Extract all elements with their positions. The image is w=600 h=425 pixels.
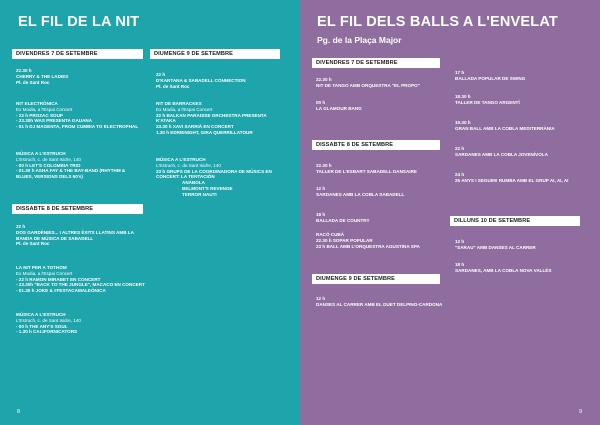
event-block [16,151,125,180]
day-heading-friday: DIVENDRES 7 DE SETEMBRE [312,58,440,68]
event-title: TALLER DE TANGO ARGENTÍ [455,99,520,105]
left-page-title: EL FIL DE LA NIT [18,14,140,30]
event-block [316,186,404,198]
event-line: - 22 h PROZAC SOUP [16,112,63,118]
right-page-title: EL FIL DELS BALLS A L'ENVELAT [317,14,558,30]
event-time: 17 h [455,70,465,75]
event-venue: Pl. de Sant Roc [156,83,190,89]
event-venue: Pl. de Sant Roc [16,241,50,247]
event-time: 18.30 h [455,94,471,99]
event-time: 22.30 h [16,68,32,73]
event-title: MÚSICA A L'ESTRUCH [16,312,66,317]
event-block [455,120,555,132]
day-heading-saturday: DISSABTE 8 DE SETEMBRE [312,140,440,150]
event-line: - 22 h RAMON MIRABET EN CONCERT [16,276,101,282]
event-time: 22 h [156,72,166,77]
event-line: 23.30 h XAVI SARRIÀ EN CONCERT [156,124,234,130]
event-title: SARDANES AMB LA COBLA JOVENÍVOLA [455,151,548,157]
event-block [316,232,420,249]
day-heading-saturday: DISSABTE 8 DE SETEMBRE [12,204,143,214]
event-time: 12 h [316,296,326,301]
event-line: ANÀBOLA [182,180,205,186]
event-title: D'KANTANA & SABADELL CONNECTION [156,77,246,83]
day-heading-sunday: DIUMENGE 9 DE SETEMBRE [150,49,280,59]
right-page-subtitle: Pg. de la Plaça Major [317,35,402,45]
event-block [455,70,525,82]
event-line: - 00 h THE ANY'S SOUL [16,323,68,329]
event-title: GRAN BALL AMB LA COBLA MEDITERRÀNIA [455,125,555,131]
event-line: - 23.30h WAS PRESENTA GAUANA [16,118,93,124]
event-block [156,157,272,198]
event-title: SARDANES, AMB LA COBLA NOVA VALLÈS [455,267,552,273]
event-title: CHERRY & THE LADIES [16,73,69,79]
event-title: RACÓ CUBÀ [316,232,345,237]
event-title: MÚSICA A L'ESTRUCH [156,157,206,162]
event-time: 18 h [455,262,465,267]
event-title: DANSES AL CARRER AMB EL DUET DELPINO-CARDONA [316,301,443,307]
page-number: 8 [17,409,21,415]
event-venue: Pl. de Sant Roc [16,79,50,85]
event-title: LA NIT PER A TOTHOM [16,265,67,270]
event-time: 19.30 h [455,120,471,125]
event-block [16,101,138,130]
event-line: BELMONT'S REVENGE [182,185,233,191]
event-time: 24 h [455,172,465,177]
event-venue: L'Estruch, c. de Sant Isidre, 140 [16,156,81,162]
event-venue: Ex Modia, a l'Espai Concert [16,270,73,276]
page-number: 9 [579,409,583,415]
event-line: - 1.30 h CALIFORNICATORS [16,329,78,335]
event-line: - 01.30 h ASHA FAY & THE BAY-BAND (RHYTHM & [16,168,126,174]
event-line: 23 h GRUPS DE LA COORDINADORA DE MÚSICS EN [156,168,272,174]
event-block [316,100,362,112]
event-block [316,77,420,89]
event-line: CONCERT: LA TENTACIÓN [156,174,215,180]
event-block [316,163,417,175]
event-block [16,265,145,294]
event-title: LA GLAMOUR BAND [316,105,362,111]
event-time: 18 h [316,212,326,217]
event-venue: L'Estruch, c. de Sant Isidre, 140 [16,317,81,323]
event-title: NIT DE BARRACKES [156,101,202,106]
event-time: 00 h [316,100,326,105]
event-line: 22.30 h SOPAR POPULAR [316,237,373,243]
event-title: TALLER DE L'ESBART SABADELL DANSAIRE [316,168,417,174]
day-heading-monday: DILLUNS 10 DE SETEMBRE [450,216,580,226]
event-time: 12 h [455,239,465,244]
event-line: - 23.30h "BACK TO THE JUNGLE", MACACO EN CONCERT [16,282,145,288]
event-title: NIT DE TANGO AMB ORQUESTRA "EL PROPO" [316,82,420,88]
event-line: 23 h BALL AMB L'ORQUESTRA AGUSTINA SPA [316,243,420,249]
event-block [455,94,520,106]
event-title: BALLADA POPULAR DE SWING [455,75,526,81]
event-title: "SARAU" AMB DANSES AL CARRER [455,244,536,250]
day-heading-friday: DIVENDRES 7 DE SETEMBRE [12,49,143,59]
event-block [16,224,134,247]
event-time: 22 h [455,146,465,151]
event-block [156,101,267,136]
event-title: DOS GARDÈNIES... I ALTRES ÈXITS LLATINS AMB LA [16,229,134,235]
event-venue: Ex Modia, a l'Espai Concert [156,106,213,112]
event-block [16,312,81,335]
event-time: 22 h [16,224,26,229]
right-page [300,0,600,425]
event-block [316,296,442,308]
event-block [455,172,568,184]
event-venue: L'Estruch, c. de Sant Isidre, 140 [156,162,221,168]
event-line: TERROR NAUTI [182,191,217,197]
event-time: 12 h [316,186,326,191]
event-line: - 01.30 h JOKE & #FESTACAMALEÒNICA [16,288,106,294]
event-block [455,239,536,251]
event-time: 22.30 h [316,163,332,168]
day-heading-sunday: DIUMENGE 9 DE SETEMBRE [312,274,440,284]
event-time: 22.30 h [316,77,332,82]
event-line: BLUES, VERSIONS DELS 60's) [16,174,83,180]
event-title: 25 ANYS I SEGUIM! RUMBA AMB EL GRUP AI, AI, AI [455,177,569,183]
event-block [455,262,551,274]
event-title: SARDANES AMB LA COBLA SABADELL [316,191,405,197]
event-venue: Ex Modia, a l'Espai Concert [16,106,73,112]
event-line: 1.30 h EDRIENIGHT, GIRA QUERRILLATOUR [156,129,253,135]
event-line: 22 h BALKAN PARADISE ORCHESTRA PRESENTA [156,112,267,118]
event-title: BALLADA DE COUNTRY [316,217,370,223]
event-block [16,68,68,85]
event-title: NIT ELECTRÒNICA [16,101,58,106]
event-line: K'ATAKA [156,118,176,124]
event-title: BANDA DE MÚSICA DE SABADELL [16,235,94,241]
event-line: - 00 h LET'S COLOMBIA TRIO [16,162,81,168]
event-block [455,146,548,158]
event-title: MÚSICA A L'ESTRUCH [16,151,66,156]
event-block [156,72,246,89]
event-block [316,212,370,224]
event-line: - 01 h DJ MAGENTA, FROM CUMBIA TO ELECTROPHAL [16,124,139,130]
